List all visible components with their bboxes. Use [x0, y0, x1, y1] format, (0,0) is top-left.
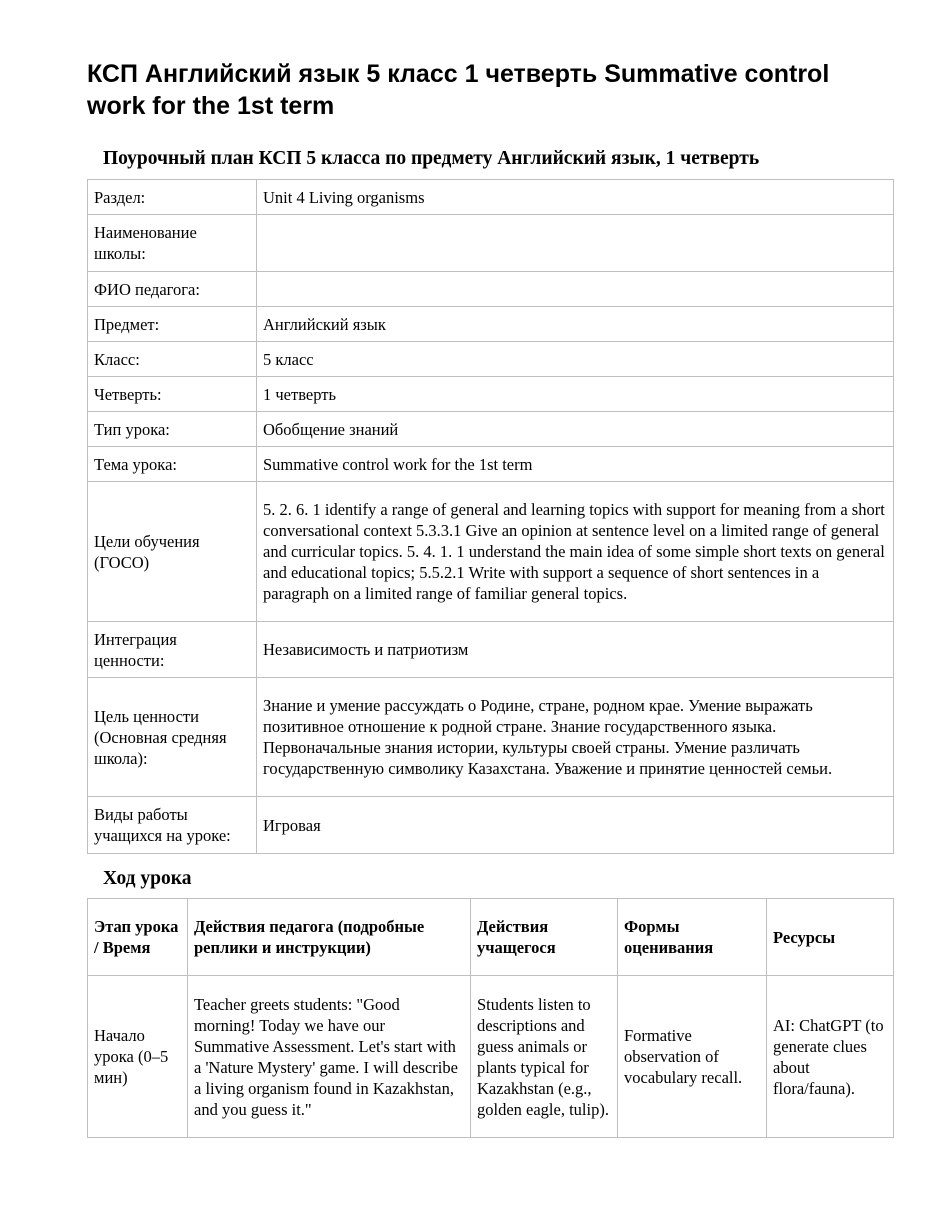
row-label: Интеграция ценности:: [88, 622, 257, 678]
table-row: [88, 622, 894, 678]
row-label: Цели обучения (ГОСО): [88, 482, 257, 622]
column-header-resources: Ресурсы: [767, 899, 894, 976]
cell-assessment: Formative observation of vocabulary recall.: [618, 976, 767, 1138]
row-label: Раздел:: [88, 180, 257, 215]
table-row: [88, 447, 894, 482]
row-label: Наименование школы:: [88, 215, 257, 272]
row-label: Виды работы учащихся на уроке:: [88, 797, 257, 854]
table-row: [88, 342, 894, 377]
row-value: Summative control work for the 1st term: [257, 447, 894, 482]
row-value: Английский язык: [257, 307, 894, 342]
cell-resources: AI: ChatGPT (to generate clues about flora/fauna).: [767, 976, 894, 1138]
row-value: Знание и умение рассуждать о Родине, стране, родном крае. Умение выражать позитивное отношение к родной стране. Знание государственного языка. Первоначальные знания истории, культуры своей страны. Умение различать государственную символику Казахстана. Уважение и принятие ценностей семьи.: [257, 678, 894, 797]
table-row: [88, 678, 894, 797]
row-label: Предмет:: [88, 307, 257, 342]
table-row: [88, 976, 894, 1138]
row-value: [257, 272, 894, 307]
table-row: [88, 412, 894, 447]
row-value: [257, 215, 894, 272]
table-row: [88, 272, 894, 307]
row-label: Тип урока:: [88, 412, 257, 447]
column-header-teacher-actions: Действия педагога (подробные реплики и инструкции): [188, 899, 471, 976]
row-value: Игровая: [257, 797, 894, 854]
table-header-row: [88, 899, 894, 976]
row-label: Четверть:: [88, 377, 257, 412]
lesson-plan-table: [87, 179, 894, 854]
table-row: [88, 797, 894, 854]
column-header-student-actions: Действия учащегося: [471, 899, 618, 976]
row-value: Обобщение знаний: [257, 412, 894, 447]
table-row: [88, 377, 894, 412]
row-value: 5. 2. 6. 1 identify a range of general and learning topics with support for meaning from a short conversational context 5.3.3.1 Give an opinion at sentence level on a limited range of general and curricular topics. 5. 4. 1. 1 understand the main idea of some simple short texts on general and educational topics; 5.5.2.1 Write with support a sequence of short sentences in a paragraph on a limited range of familiar general topics.: [257, 482, 894, 622]
document-title: КСП Английский язык 5 класс 1 четверть Summative control work for the 1st term: [87, 60, 830, 120]
plan-heading: Поурочный план КСП 5 класса по предмету Английский язык, 1 четверть: [103, 148, 760, 169]
row-value: Независимость и патриотизм: [257, 622, 894, 678]
column-header-stage: Этап урока / Время: [88, 899, 188, 976]
row-value: Unit 4 Living organisms: [257, 180, 894, 215]
row-label: Цель ценности (Основная средняя школа):: [88, 678, 257, 797]
lesson-flow-heading: Ход урока: [103, 868, 192, 889]
row-label: Тема урока:: [88, 447, 257, 482]
row-value: 5 класс: [257, 342, 894, 377]
table-row: [88, 307, 894, 342]
row-label: Класс:: [88, 342, 257, 377]
table-row: [88, 215, 894, 272]
cell-stage: Начало урока (0–5 мин): [88, 976, 188, 1138]
column-header-assessment: Формы оценивания: [618, 899, 767, 976]
table-row: [88, 180, 894, 215]
lesson-flow-table: [87, 898, 894, 1138]
table-row: [88, 482, 894, 622]
row-value: 1 четверть: [257, 377, 894, 412]
row-label: ФИО педагога:: [88, 272, 257, 307]
cell-teacher-actions: Teacher greets students: "Good morning! Today we have our Summative Assessment. Let's start with a 'Nature Mystery' game. I will describe a living organism found in Kazakhstan, and you guess it.": [188, 976, 471, 1138]
cell-student-actions: Students listen to descriptions and guess animals or plants typical for Kazakhstan (e.g., golden eagle, tulip).: [471, 976, 618, 1138]
